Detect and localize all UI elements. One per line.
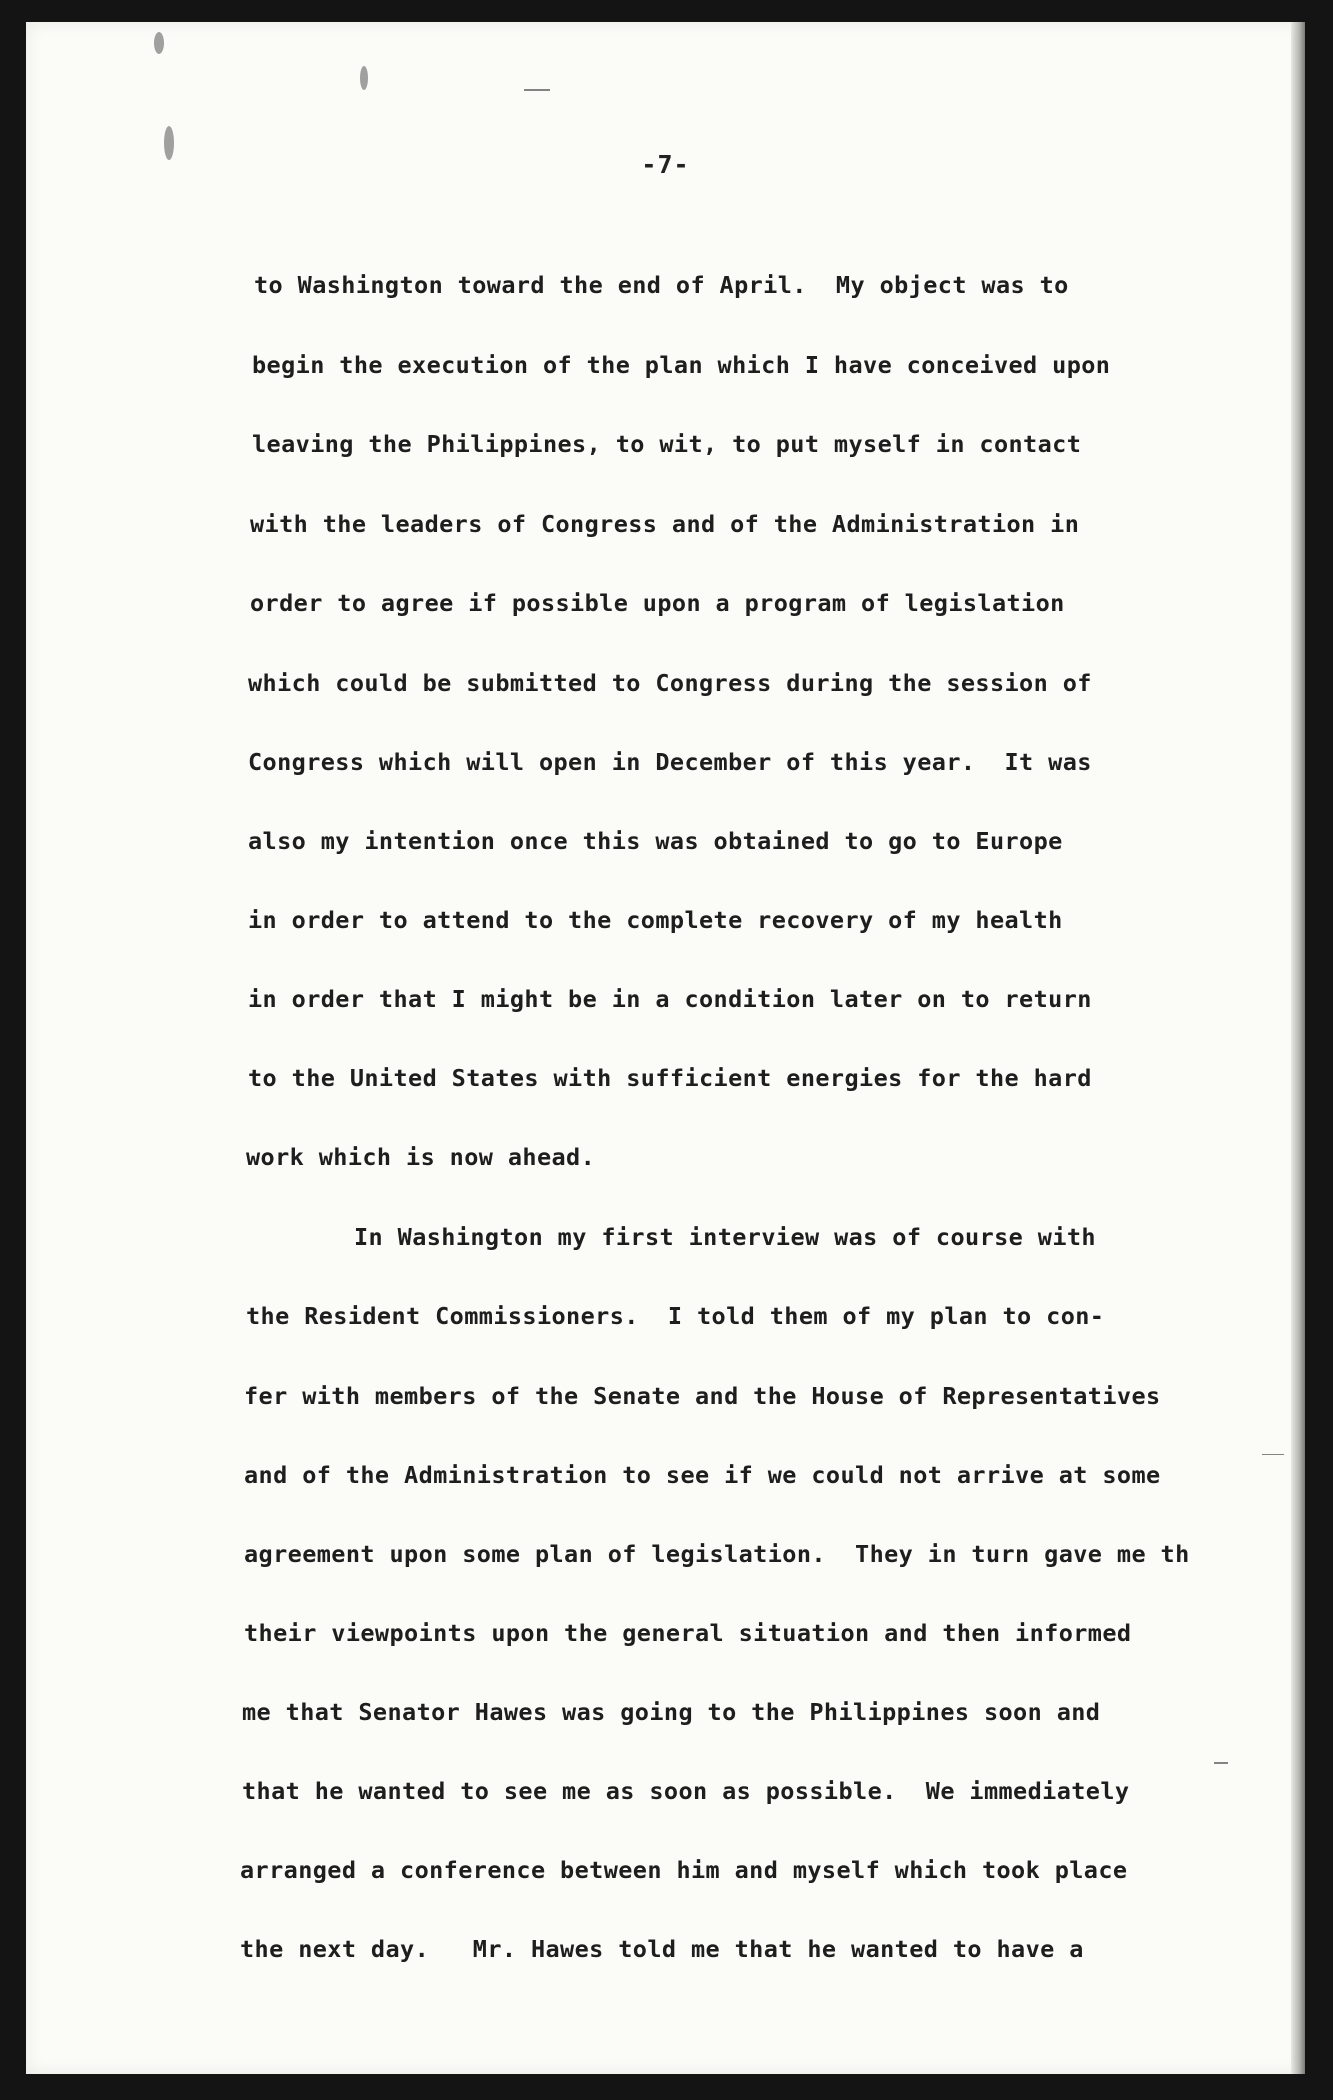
text-line: begin the execution of the plan which I have conceived upon: [252, 351, 1111, 379]
text-line: that he wanted to see me as soon as possible. We immediately: [242, 1777, 1130, 1805]
text-line: In Washington my first interview was of course with: [354, 1223, 1096, 1251]
scan-smudge: [154, 32, 164, 54]
text-line: with the leaders of Congress and of the Administration in: [250, 510, 1080, 538]
text-line: in order to attend to the complete recovery of my health: [248, 906, 1063, 934]
text-line: and of the Administration to see if we could not arrive at some: [244, 1461, 1161, 1489]
text-line: me that Senator Hawes was going to the Philippines soon and: [242, 1698, 1101, 1726]
text-line: to the United States with sufficient energies for the hard: [248, 1064, 1092, 1092]
page-number: -7-: [641, 150, 690, 179]
scan-smudge: [360, 66, 368, 90]
scan-mark: [524, 89, 550, 91]
text-line: which could be submitted to Congress during the session of: [248, 669, 1092, 697]
text-line: the Resident Commissioners. I told them of my plan to con-: [246, 1302, 1105, 1330]
text-line: agreement upon some plan of legislation. They in turn gave me th: [244, 1540, 1190, 1568]
scan-mark: [1262, 1454, 1284, 1455]
text-line: fer with members of the Senate and the House of Representatives: [244, 1382, 1161, 1410]
page-edge-shadow: [1291, 22, 1305, 2074]
text-line: work which is now ahead.: [246, 1143, 596, 1171]
text-line: to Washington toward the end of April. My object was to: [254, 271, 1069, 299]
text-line: their viewpoints upon the general situation and then informed: [244, 1619, 1132, 1647]
text-line: leaving the Philippines, to wit, to put myself in contact: [252, 430, 1082, 458]
document-page: [26, 22, 1305, 2074]
scan-mark: [1214, 1762, 1228, 1764]
text-line: also my intention once this was obtained to go to Europe: [248, 827, 1063, 855]
text-line: in order that I might be in a condition later on to return: [248, 985, 1092, 1013]
text-line: arranged a conference between him and myself which took place: [240, 1856, 1128, 1884]
text-line: the next day. Mr. Hawes told me that he wanted to have a: [240, 1935, 1084, 1963]
text-line: order to agree if possible upon a program of legislation: [250, 589, 1065, 617]
text-line: Congress which will open in December of this year. It was: [248, 748, 1092, 776]
